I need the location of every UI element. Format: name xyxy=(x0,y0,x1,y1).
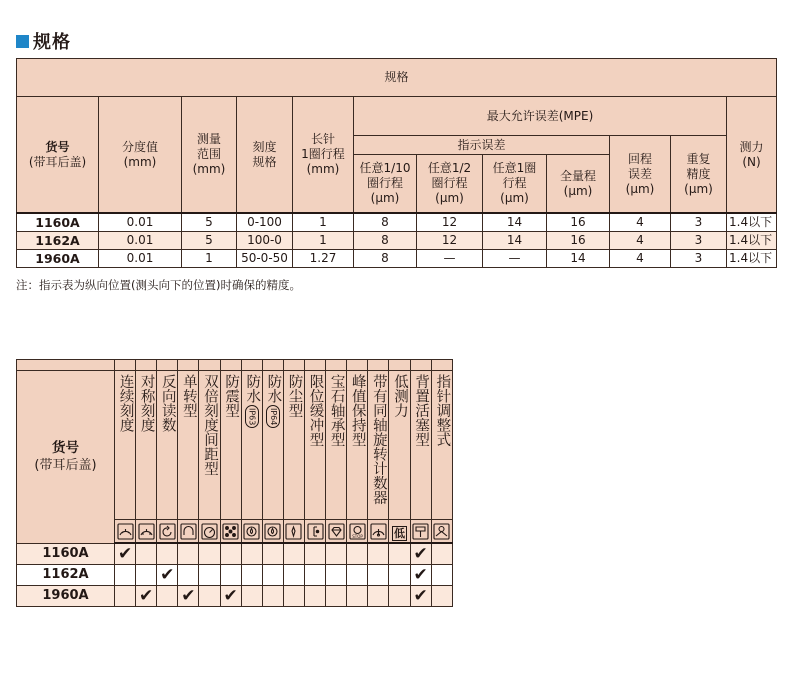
spec-row xyxy=(17,232,777,250)
empty-cell xyxy=(262,543,283,565)
spec-note: 注：指示表为纵向位置(测头向下的位置)时确保的精度。 xyxy=(16,278,301,292)
spec-cell-rep: 3 xyxy=(671,232,727,250)
graduation-header: 分度值 (mm) xyxy=(99,97,182,214)
feature-band-cell xyxy=(368,360,389,371)
empty-cell xyxy=(199,543,220,565)
spec-cell-hyst: 4 xyxy=(610,213,671,232)
feature-row xyxy=(17,565,453,586)
feature-label: 对称刻度 xyxy=(138,374,155,432)
spec-cell-force: 1.4以下 xyxy=(727,232,777,250)
feature-label: 防震型 xyxy=(223,374,240,418)
empty-cell xyxy=(262,586,283,607)
spec-cell-rep: 3 xyxy=(671,250,727,268)
dial-header: 刻度 规格 xyxy=(237,97,293,214)
feature-band-cell xyxy=(241,360,262,371)
spec-cell-force: 1.4以下 xyxy=(727,250,777,268)
feature-header-limit-buffer xyxy=(305,371,326,520)
spec-cell-model: 1162A xyxy=(17,232,99,250)
feature-label: 反向读数 xyxy=(159,374,176,432)
spec-cell-dial: 100-0 xyxy=(237,232,293,250)
empty-cell xyxy=(368,543,389,565)
spec-cell-rev: 1.27 xyxy=(293,250,354,268)
pointer-adjust-icon xyxy=(431,520,452,544)
feature-label: 指针调整式 xyxy=(434,374,451,447)
feature-band-cell xyxy=(305,360,326,371)
empty-cell xyxy=(283,586,304,607)
empty-cell xyxy=(389,543,410,565)
empty-cell xyxy=(136,565,157,586)
half-rev-header: 任意1/2 圈行程 (μm) xyxy=(417,155,483,214)
back-plunger-icon xyxy=(410,520,431,544)
feature-header-pointer-adjust xyxy=(431,371,452,520)
feature-label: 低测力 xyxy=(391,374,408,418)
empty-cell xyxy=(157,543,178,565)
spec-cell-full: 14 xyxy=(547,250,610,268)
spec-cell-grad: 0.01 xyxy=(99,232,182,250)
empty-cell xyxy=(368,586,389,607)
empty-cell xyxy=(347,586,368,607)
feature-band-cell xyxy=(326,360,347,371)
empty-cell xyxy=(178,543,199,565)
empty-cell xyxy=(431,543,452,565)
spec-cell-dial: 0-100 xyxy=(237,213,293,232)
feature-row-model: 1960A xyxy=(17,586,115,607)
empty-cell xyxy=(199,586,220,607)
empty-cell xyxy=(157,586,178,607)
model-header: 货号 (带耳后盖) xyxy=(17,97,99,214)
feature-header-shockproof xyxy=(220,371,241,520)
empty-cell xyxy=(115,565,136,586)
feature-header-low-force xyxy=(389,371,410,520)
empty-cell xyxy=(431,586,452,607)
tenth-rev-header: 任意1/10 圈行程 (μm) xyxy=(354,155,417,214)
empty-cell xyxy=(368,565,389,586)
feature-header-double-scale xyxy=(199,371,220,520)
empty-cell xyxy=(220,543,241,565)
repeatability-header: 重复 精度 (μm) xyxy=(671,136,727,214)
feature-header-jewel-bearing xyxy=(326,371,347,520)
low-force-icon xyxy=(389,520,410,544)
dustproof-icon xyxy=(283,520,304,544)
feature-band-cell xyxy=(262,360,283,371)
spec-cell-one: 14 xyxy=(483,213,547,232)
feature-label: 双倍刻度间距型 xyxy=(202,374,218,476)
balanced-dial-icon xyxy=(136,520,157,544)
empty-cell xyxy=(199,565,220,586)
feature-header-one-revolution xyxy=(178,371,199,520)
feature-band-cell xyxy=(220,360,241,371)
feature-header-balanced-dial xyxy=(136,371,157,520)
waterproof-ip63-icon xyxy=(241,520,262,544)
feature-table xyxy=(16,359,453,607)
feature-row xyxy=(17,586,453,607)
spec-cell-tenth: 8 xyxy=(354,213,417,232)
feature-band-cell xyxy=(389,360,410,371)
empty-cell xyxy=(389,565,410,586)
spec-table xyxy=(16,58,777,268)
spec-cell-tenth: 8 xyxy=(354,232,417,250)
feature-header-peak-hold xyxy=(347,371,368,520)
feature-row xyxy=(17,543,453,565)
empty-cell xyxy=(283,543,304,565)
spec-cell-tenth: 8 xyxy=(354,250,417,268)
mpe-header: 最大允许误差(MPE) xyxy=(354,97,727,136)
spec-row xyxy=(17,250,777,268)
spec-cell-range: 1 xyxy=(182,250,237,268)
feature-band-cell xyxy=(347,360,368,371)
feature-ip-code: IP64 xyxy=(266,405,280,428)
empty-cell xyxy=(389,586,410,607)
empty-cell xyxy=(347,543,368,565)
section-marker-icon xyxy=(16,35,29,48)
spec-cell-model: 1160A xyxy=(17,213,99,232)
feature-label: 防水 xyxy=(244,374,261,403)
feature-header-continuous-dial xyxy=(115,371,136,520)
spec-cell-rep: 3 xyxy=(671,213,727,232)
revolution-counter-icon xyxy=(368,520,389,544)
empty-cell xyxy=(326,543,347,565)
spec-cell-full: 16 xyxy=(547,213,610,232)
spec-cell-range: 5 xyxy=(182,232,237,250)
empty-cell xyxy=(241,586,262,607)
spec-cell-half: — xyxy=(417,250,483,268)
hysteresis-header: 回程 误差 (μm) xyxy=(610,136,671,214)
feature-label: 带有同轴旋转计数器 xyxy=(370,374,387,505)
feature-label: 防尘型 xyxy=(286,374,303,418)
empty-cell xyxy=(305,586,326,607)
one-rev-header: 任意1圈 行程 (μm) xyxy=(483,155,547,214)
jewel-bearing-icon xyxy=(326,520,347,544)
feature-model-header: 货号 (带耳后盖) xyxy=(17,371,115,544)
empty-cell xyxy=(326,565,347,586)
empty-cell xyxy=(431,565,452,586)
feature-header-waterproof-ip63 xyxy=(241,371,262,520)
feature-header-reverse-reading xyxy=(157,371,178,520)
feature-band-cell xyxy=(157,360,178,371)
empty-cell xyxy=(305,565,326,586)
spec-row xyxy=(17,213,777,232)
empty-cell xyxy=(262,565,283,586)
spec-cell-half: 12 xyxy=(417,232,483,250)
limit-buffer-icon xyxy=(305,520,326,544)
empty-cell xyxy=(178,565,199,586)
empty-cell xyxy=(305,543,326,565)
empty-cell xyxy=(220,565,241,586)
check-mark: ✔ xyxy=(136,586,157,607)
feature-row-model: 1162A xyxy=(17,565,115,586)
feature-band-cell xyxy=(136,360,157,371)
range-header: 测量 范围 (mm) xyxy=(182,97,237,214)
spec-cell-rev: 1 xyxy=(293,232,354,250)
feature-band-cell xyxy=(115,360,136,371)
spec-cell-rev: 1 xyxy=(293,213,354,232)
spec-cell-model: 1960A xyxy=(17,250,99,268)
feature-row-model: 1160A xyxy=(17,543,115,565)
revolution-header: 长针 1圈行程 (mm) xyxy=(293,97,354,214)
feature-ip-code: IP63 xyxy=(245,405,259,428)
empty-cell xyxy=(115,586,136,607)
empty-cell xyxy=(283,565,304,586)
spec-cell-dial: 50-0-50 xyxy=(237,250,293,268)
feature-band-cell xyxy=(283,360,304,371)
empty-cell xyxy=(241,543,262,565)
feature-header-revolution-counter xyxy=(368,371,389,520)
force-header: 测力 (N) xyxy=(727,97,777,214)
spec-table-title: 规格 xyxy=(17,59,777,97)
svg-text:STOP: STOP xyxy=(351,533,363,539)
feature-label: 防水 xyxy=(265,374,282,403)
empty-cell xyxy=(136,543,157,565)
empty-cell xyxy=(347,565,368,586)
feature-header-back-plunger xyxy=(410,371,431,520)
spec-cell-grad: 0.01 xyxy=(99,213,182,232)
feature-band-cell xyxy=(178,360,199,371)
continuous-dial-icon xyxy=(115,520,136,544)
spec-cell-hyst: 4 xyxy=(610,250,671,268)
full-range-header: 全量程 (μm) xyxy=(547,155,610,214)
spec-cell-half: 12 xyxy=(417,213,483,232)
feature-header-waterproof-ip64 xyxy=(262,371,283,520)
check-mark: ✔ xyxy=(410,565,431,586)
feature-label: 背置活塞型 xyxy=(413,374,430,447)
feature-band-cell xyxy=(199,360,220,371)
feature-label: 峰值保持型 xyxy=(349,374,366,447)
check-mark: ✔ xyxy=(220,586,241,607)
peak-hold-icon xyxy=(347,520,368,544)
spec-cell-full: 16 xyxy=(547,232,610,250)
feature-label: 宝石轴承型 xyxy=(328,374,345,447)
empty-cell xyxy=(326,586,347,607)
check-mark: ✔ xyxy=(410,543,431,565)
feature-label: 单转型 xyxy=(180,374,197,418)
feature-header-dustproof xyxy=(283,371,304,520)
indication-error-header: 指示误差 xyxy=(354,136,610,155)
section-title: 规格 xyxy=(16,30,71,52)
double-scale-icon xyxy=(199,520,220,544)
feature-label: 限位缓冲型 xyxy=(307,374,324,447)
spec-cell-one: — xyxy=(483,250,547,268)
empty-cell xyxy=(241,565,262,586)
spec-cell-one: 14 xyxy=(483,232,547,250)
one-revolution-icon xyxy=(178,520,199,544)
shockproof-icon xyxy=(220,520,241,544)
waterproof-ip64-icon xyxy=(262,520,283,544)
feature-label: 连续刻度 xyxy=(117,374,134,432)
spec-cell-range: 5 xyxy=(182,213,237,232)
check-mark: ✔ xyxy=(115,543,136,565)
spec-cell-force: 1.4以下 xyxy=(727,213,777,232)
check-mark: ✔ xyxy=(410,586,431,607)
spec-cell-hyst: 4 xyxy=(610,232,671,250)
feature-band-cell xyxy=(431,360,452,371)
reverse-reading-icon xyxy=(157,520,178,544)
low-force-icon-text: 低 xyxy=(393,526,405,540)
model-header-top xyxy=(17,360,115,371)
spec-cell-grad: 0.01 xyxy=(99,250,182,268)
check-mark: ✔ xyxy=(178,586,199,607)
feature-band-cell xyxy=(410,360,431,371)
check-mark: ✔ xyxy=(157,565,178,586)
